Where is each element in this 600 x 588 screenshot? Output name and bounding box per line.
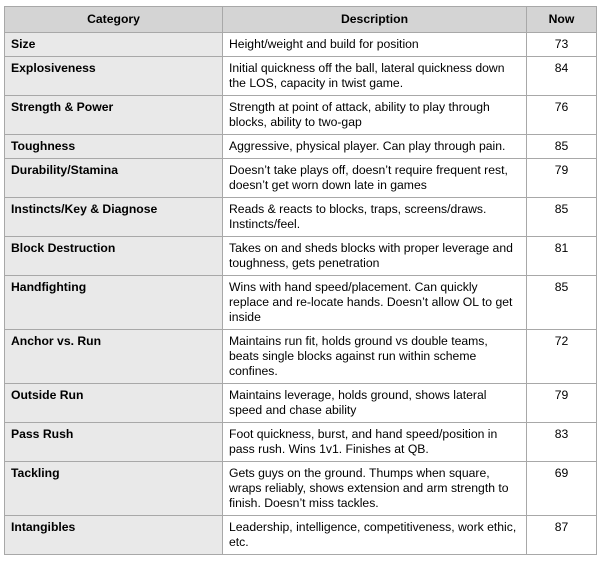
row-now-grade: 73 <box>527 33 597 57</box>
row-category: Pass Rush <box>5 423 223 462</box>
table-row <box>5 462 597 516</box>
row-category: Outside Run <box>5 384 223 423</box>
row-category: Anchor vs. Run <box>5 330 223 384</box>
row-now-grade: 79 <box>527 159 597 198</box>
row-description: Height/weight and build for position <box>223 33 527 57</box>
header-now: Now <box>527 7 597 33</box>
row-category: Toughness <box>5 135 223 159</box>
row-now-grade: 69 <box>527 462 597 516</box>
header-row <box>5 7 597 33</box>
row-now-grade: 87 <box>527 516 597 555</box>
scouting-table-container <box>4 6 596 555</box>
table-row <box>5 96 597 135</box>
row-now-grade: 85 <box>527 198 597 237</box>
row-description: Leadership, intelligence, competitiveness, work ethic, etc. <box>223 516 527 555</box>
row-category: Strength & Power <box>5 96 223 135</box>
row-category: Size <box>5 33 223 57</box>
row-category: Handfighting <box>5 276 223 330</box>
table-row <box>5 159 597 198</box>
row-description: Gets guys on the ground. Thumps when square, wraps reliably, shows extension and arm strength to finish. Doesn’t miss tackles. <box>223 462 527 516</box>
row-category: Tackling <box>5 462 223 516</box>
header-description: Description <box>223 7 527 33</box>
row-description: Strength at point of attack, ability to play through blocks, ability to two-gap <box>223 96 527 135</box>
table-row <box>5 135 597 159</box>
row-category: Intangibles <box>5 516 223 555</box>
table-row <box>5 330 597 384</box>
row-category: Durability/Stamina <box>5 159 223 198</box>
row-description: Maintains leverage, holds ground, shows lateral speed and chase ability <box>223 384 527 423</box>
table-row <box>5 384 597 423</box>
row-description: Aggressive, physical player. Can play through pain. <box>223 135 527 159</box>
row-description: Wins with hand speed/placement. Can quickly replace and re-locate hands. Doesn’t allow OL to get inside <box>223 276 527 330</box>
table-row <box>5 276 597 330</box>
row-now-grade: 84 <box>527 57 597 96</box>
row-now-grade: 81 <box>527 237 597 276</box>
table-row <box>5 237 597 276</box>
row-category: Instincts/Key & Diagnose <box>5 198 223 237</box>
row-now-grade: 83 <box>527 423 597 462</box>
row-description: Takes on and sheds blocks with proper leverage and toughness, gets penetration <box>223 237 527 276</box>
table-row <box>5 33 597 57</box>
row-now-grade: 79 <box>527 384 597 423</box>
header-category: Category <box>5 7 223 33</box>
row-description: Doesn’t take plays off, doesn’t require frequent rest, doesn’t get worn down late in games <box>223 159 527 198</box>
table-row <box>5 198 597 237</box>
row-category: Explosiveness <box>5 57 223 96</box>
row-description: Initial quickness off the ball, lateral quickness down the LOS, capacity in twist game. <box>223 57 527 96</box>
row-now-grade: 72 <box>527 330 597 384</box>
row-description: Maintains run fit, holds ground vs double teams, beats single blocks against run within scheme confines. <box>223 330 527 384</box>
row-now-grade: 76 <box>527 96 597 135</box>
row-now-grade: 85 <box>527 135 597 159</box>
table-header <box>5 7 597 33</box>
table-row <box>5 423 597 462</box>
row-now-grade: 85 <box>527 276 597 330</box>
row-description: Foot quickness, burst, and hand speed/position in pass rush. Wins 1v1. Finishes at QB. <box>223 423 527 462</box>
row-category: Block Destruction <box>5 237 223 276</box>
row-description: Reads & reacts to blocks, traps, screens/draws. Instincts/feel. <box>223 198 527 237</box>
table-body <box>5 33 597 555</box>
table-row <box>5 516 597 555</box>
table-row <box>5 57 597 96</box>
scouting-grades-table <box>4 6 597 555</box>
